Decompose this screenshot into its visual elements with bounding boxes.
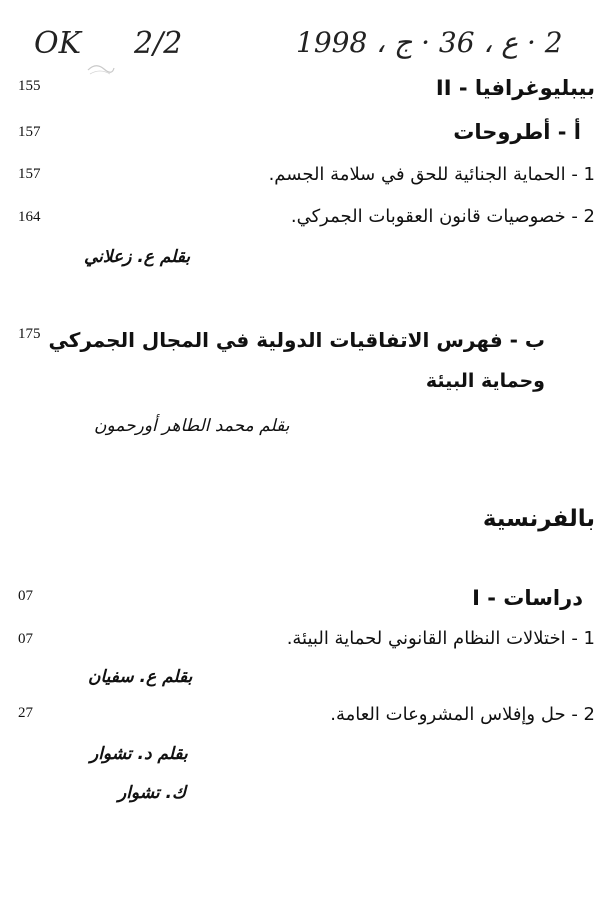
subsection-heading-index: ب - فهرس الاتفاقيات الدولية في المجال الجمركي [48,328,545,352]
ink-smudge [86,60,116,78]
toc-entry: 2 - خصوصيات قانون العقوبات الجمركي. [290,206,595,227]
subsection-heading-studies: I - دراسات [472,586,583,610]
handwritten-ok-note: OK [34,26,82,61]
author-line: بقلم محمد الطاهر أورحمون [94,416,290,436]
page-number: 07 [18,588,33,604]
page-number: 27 [18,705,33,721]
author-line: بقلم د. تشوار [90,744,188,764]
page-number: 164 [18,209,41,225]
page-number: 175 [18,326,41,342]
author-line: ك. تشوار [118,783,186,803]
page-number: 07 [18,631,33,647]
section-heading-bibliography: II - بيبليوغرافيا [435,76,595,100]
page-number: 157 [18,124,41,140]
toc-entry: 1 - الحماية الجنائية للحق في سلامة الجسم. [268,164,595,185]
page-number: 157 [18,166,41,182]
handwritten-fraction: 2/2 [134,26,183,61]
toc-entry: 2 - حل وإفلاس المشروعات العامة. [330,704,595,725]
section-heading-french: بالفرنسية [482,506,595,532]
subsection-heading-theses: أ - أطروحات [453,120,581,144]
author-line: بقلم ع. سفيان [88,667,193,687]
toc-entry: 1 - اختلالات النظام القانوني لحماية البيئة. [286,628,595,649]
subsection-heading-index-cont: وحماية البيئة [425,370,545,392]
page-number: 155 [18,78,41,94]
handwritten-reference: 2 · ع ، 36 · ج ، 1998 [296,26,563,59]
author-line: بقلم ع. زعلاني [84,247,191,267]
